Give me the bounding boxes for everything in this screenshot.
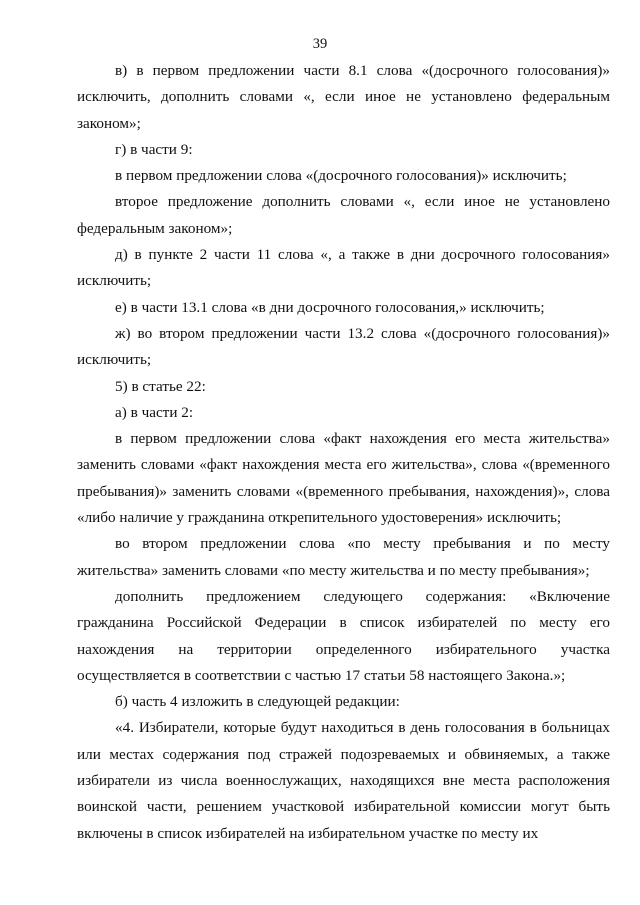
paragraph-zh-part-13-2: ж) во втором предложении части 13.2 слова «(досрочного голосования)» исключить; — [77, 324, 610, 369]
paragraph-first-sentence: в первом предложении слова «(досрочного голосования)» исключить; — [115, 167, 567, 185]
paragraph-second-sentence: второе предложение дополнить словами «, если иное не установлено федеральным законом»; — [77, 193, 610, 237]
page-number: 39 — [312, 36, 328, 52]
paragraph-article-22: 5) в статье 22: — [115, 377, 206, 395]
paragraph-d-part-11: д) в пункте 2 части 11 слова «, а также в дни досрочного голосования» исключить; — [77, 246, 610, 290]
paragraph-a-part-2: а) в части 2: — [115, 403, 194, 421]
document-body — [77, 58, 610, 847]
paragraph-add-sentence: дополнить предложением следующего содержания: «Включение гражданина Российской Федерации в список избирателей по месту его нахождения на территории определенного избирательного участка осуществляется в соответствии с частью 17 статьи 58 настоящего Закона.»; — [77, 587, 610, 684]
paragraph-part-4-text: «4. Избиратели, которые будут находиться в день голосования в больницах или местах содержания под стражей подозреваемых и обвиняемых, а также избиратели из числа военнослужащих, находящихся вне места расположения воинской части, решением участковой избирательной комиссии могут быть включены в список избирателей на избирательном участке по месту их — [77, 719, 610, 842]
paragraph-b-part-4: б) часть 4 изложить в следующей редакции: — [115, 693, 400, 711]
paragraph-v-part-8-1: в) в первом предложении части 8.1 слова «(досрочного голосования)» исключить, дополнить словами «, если иное не установлено федеральным законом»; — [77, 62, 610, 132]
paragraph-replace-residence: в первом предложении слова «факт нахождения его места жительства» заменить словами «факт нахождения места его жительства», слова «(временного пребывания)» заменить словами «(временного пребывания, нахождения)», слова «либо наличие у гражданина открепительного удостоверения» исключить; — [77, 430, 610, 527]
paragraph-g-part-9: г) в части 9: — [115, 140, 193, 158]
paragraph-e-part-13-1: е) в части 13.1 слова «в дни досрочного голосования,» исключить; — [115, 298, 545, 316]
paragraph-replace-stay: во втором предложении слова «по месту пребывания и по месту жительства» заменить словами «по месту жительства и по месту пребывания»; — [77, 535, 610, 579]
